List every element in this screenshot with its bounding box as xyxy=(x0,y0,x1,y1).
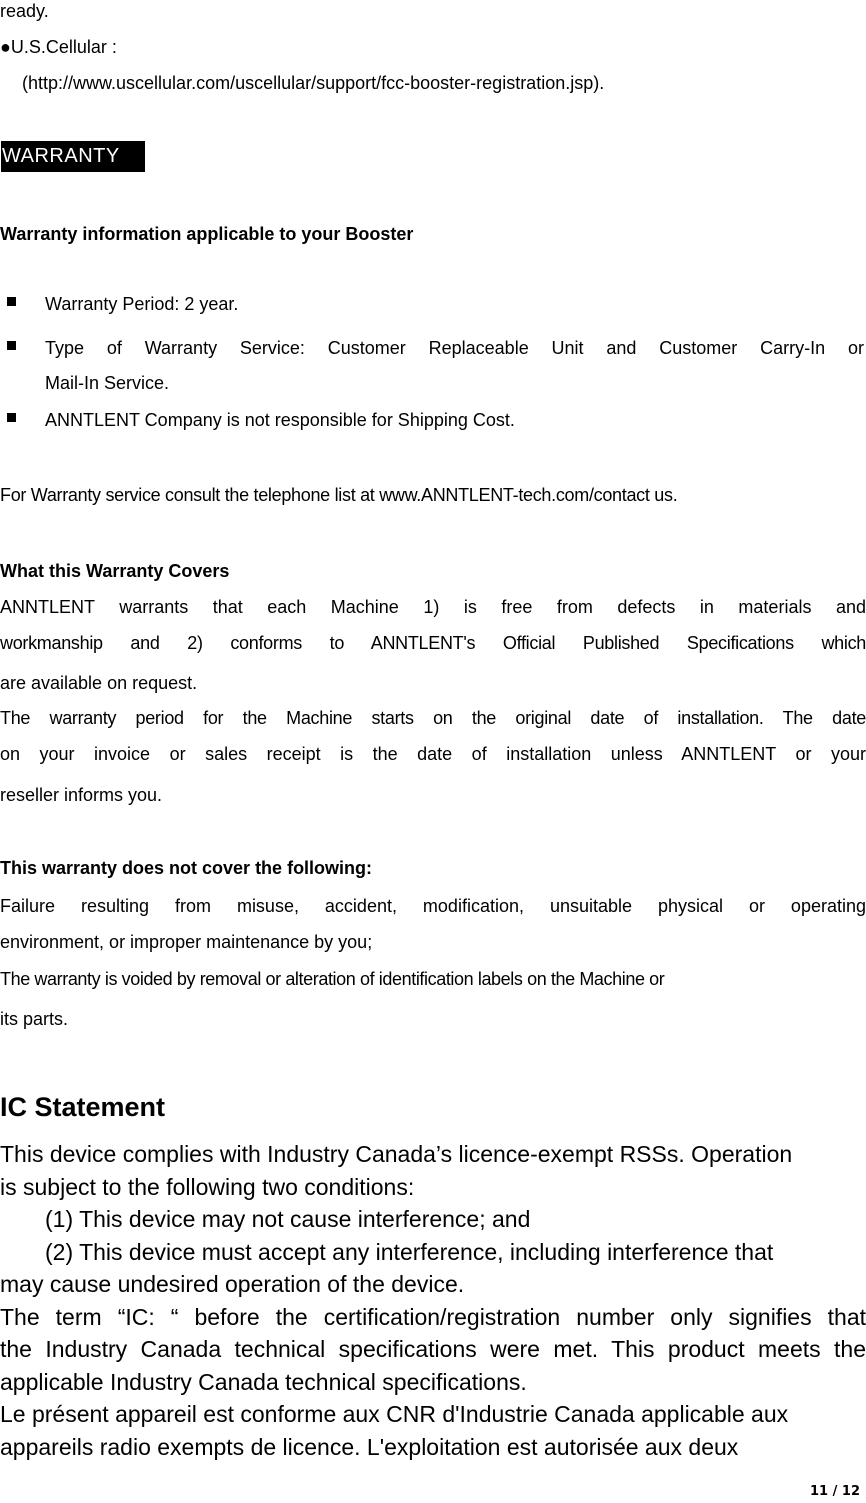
text-line-ready: ready. xyxy=(0,1,49,21)
page-number: 11 / 12 xyxy=(810,1484,860,1499)
covers-line-6: reseller informs you. xyxy=(0,785,163,805)
ic-condition-2: (2) This device must accept any interference, including interference that xyxy=(45,1239,774,1265)
ic-line-2: is subject to the following two conditions: xyxy=(0,1174,415,1200)
ic-line-1: This device complies with Industry Canada’s licence-exempt RSSs. Operation xyxy=(0,1141,793,1167)
ic-line-10-fr: appareils radio exempts de licence. L'exploitation est autorisée aux deux xyxy=(0,1434,739,1460)
not-cover-line-2: environment, or improper maintenance by you; xyxy=(0,932,373,952)
bullet-warranty-type-cont: Mail-In Service. xyxy=(45,373,170,393)
ic-line-7: the Industry Canada technical specifications were met. This product meets the xyxy=(0,1336,866,1362)
carrier-us-cellular: ●U.S.Cellular : xyxy=(0,37,117,57)
square-bullet-icon xyxy=(7,341,16,350)
covers-line-2: workmanship and 2) conforms to ANNTLENT's Official Published Specifications which xyxy=(0,633,866,653)
ic-condition-1: (1) This device may not cause interference; and xyxy=(45,1206,531,1232)
ic-line-6: The term “IC: “ before the certification/registration number only signifies that xyxy=(0,1304,866,1330)
warranty-heading: WARRANTY xyxy=(1,141,145,172)
bullet-warranty-type: Type of Warranty Service: Customer Replaceable Unit and Customer Carry-In or xyxy=(45,338,864,358)
square-bullet-icon xyxy=(7,297,16,306)
carrier-url: (http://www.uscellular.com/uscellular/support/fcc-booster-registration.jsp). xyxy=(22,73,605,93)
bullet-shipping-cost: ANNTLENT Company is not responsible for Shipping Cost. xyxy=(45,410,515,430)
warranty-subheading: Warranty information applicable to your Booster xyxy=(0,224,414,244)
covers-line-4: The warranty period for the Machine starts on the original date of installation. The date xyxy=(0,708,866,728)
covers-line-1: ANNTLENT warrants that each Machine 1) is free from defects in materials and xyxy=(0,597,866,617)
not-cover-line-1: Failure resulting from misuse, accident, modification, unsuitable physical or operating xyxy=(0,896,866,916)
not-cover-heading: This warranty does not cover the following: xyxy=(0,858,373,878)
covers-line-5: on your invoice or sales receipt is the date of installation unless ANNTLENT or your xyxy=(0,744,866,764)
ic-statement-heading: IC Statement xyxy=(0,1092,166,1122)
square-bullet-icon xyxy=(7,413,16,422)
ic-line-5: may cause undesired operation of the device. xyxy=(0,1271,465,1297)
not-cover-line-4: its parts. xyxy=(0,1009,69,1029)
warranty-service-line: For Warranty service consult the telephone list at www.ANNTLENT-tech.com/contact us. xyxy=(0,485,678,505)
covers-heading: What this Warranty Covers xyxy=(0,561,230,581)
covers-line-3: are available on request. xyxy=(0,673,198,693)
ic-line-8: applicable Industry Canada technical specifications. xyxy=(0,1369,527,1395)
bullet-warranty-period: Warranty Period: 2 year. xyxy=(45,294,239,314)
not-cover-line-3: The warranty is voided by removal or alteration of identification labels on the Machine or xyxy=(0,969,665,989)
ic-line-9-fr: Le présent appareil est conforme aux CNR d'Industrie Canada applicable aux xyxy=(0,1401,789,1427)
